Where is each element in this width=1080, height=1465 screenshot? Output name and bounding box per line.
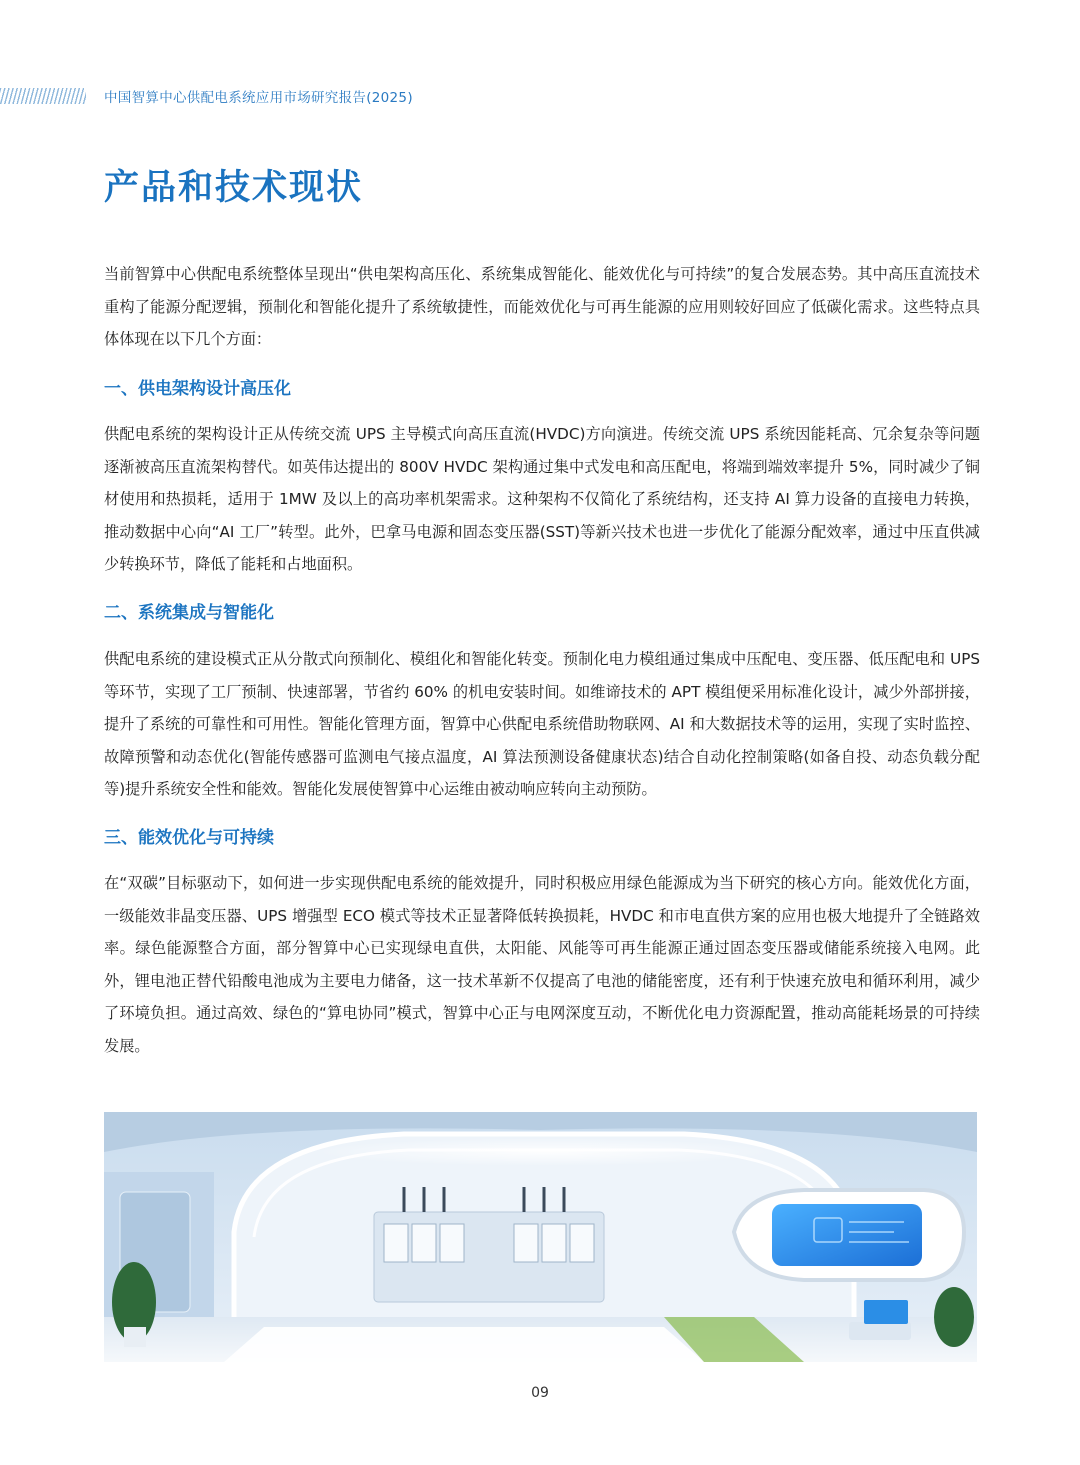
page-number: 09 <box>531 1385 549 1401</box>
section-heading-3: 三、能效优化与可持续 <box>104 828 274 848</box>
intro-paragraph: 当前智算中心供配电系统整体呈现出“供电架构高压化、系统集成智能化、能效优化与可持续”的复合发展态势。其中高压直流技术重构了能源分配逻辑，预制化和智能化提升了系统敏捷性，而能效优化与可再生能源的应用则较好回应了低碳化需求。这些特点具体体现在以下几个方面： <box>104 265 980 349</box>
section-body-1: 供配电系统的架构设计正从传统交流 UPS 主导模式向高压直流(HVDC)方向演进。传统交流 UPS 系统因能耗高、冗余复杂等问题逐渐被高压直流架构替代。如英伟达提出的 800V HVDC 架构通过集中式发电和高压配电，将端到端效率提升 5%，同时减少了铜材使用和热损耗，适用于 1MW 及以上的高功率机架需求。这种架构不仅简化了系统结构，还支持 AI 算力设备的直接电力转换，推动数据中心向“AI 工厂”转型。此外，巴拿马电源和固态变压器(SST)等新兴技术也进一步优化了能源分配效率，通过中压直供减少转换环节，降低了能耗和占地面积。 <box>104 425 980 574</box>
datacenter-power-room-illustration <box>104 1112 977 1362</box>
header-title: 中国智算中心供配电系统应用市场研究报告(2025) <box>104 90 413 106</box>
running-header <box>0 82 700 110</box>
section-body-2: 供配电系统的建设模式正从分散式向预制化、模组化和智能化转变。预制化电力模组通过集成中压配电、变压器、低压配电和 UPS 等环节，实现了工厂预制、快速部署，节省约 60% 的机电安装时间。如维谛技术的 APT 模组便采用标准化设计，减少外部拼接，提升了系统的可靠性和可用性。智能化管理方面，智算中心供配电系统借助物联网、AI 和大数据技术等的运用，实现了实时监控、故障预警和动态优化(智能传感器可监测电气接点温度，AI 算法预测设备健康状态)结合自动化控制策略(如备自投、动态负载分配等)提升系统安全性和能效。智能化发展使智算中心运维由被动响应转向主动预防。 <box>104 650 980 799</box>
section-body-3: 在“双碳”目标驱动下，如何进一步实现供配电系统的能效提升，同时积极应用绿色能源成为当下研究的核心方向。能效优化方面，一级能效非晶变压器、UPS 增强型 ECO 模式等技术正显著降低转换损耗，HVDC 和市电直供方案的应用也极大地提升了全链路效率。绿色能源整合方面，部分智算中心已实现绿电直供，太阳能、风能等可再生能源正通过固态变压器或储能系统接入电网。此外，锂电池正替代铅酸电池成为主要电力储备，这一技术革新不仅提高了电池的储能密度，还有利于快速充放电和循环利用，减少了环境负担。通过高效、绿色的“算电协同”模式，智算中心正与电网深度互动，不断优化电力资源配置，推动高能耗场景的可持续发展。 <box>104 874 980 1055</box>
section-heading-2: 二、系统集成与智能化 <box>104 603 274 623</box>
page-title: 产品和技术现状 <box>104 168 364 208</box>
section-heading-1: 一、供电架构设计高压化 <box>104 379 291 399</box>
header-stripes-decoration <box>0 88 86 104</box>
